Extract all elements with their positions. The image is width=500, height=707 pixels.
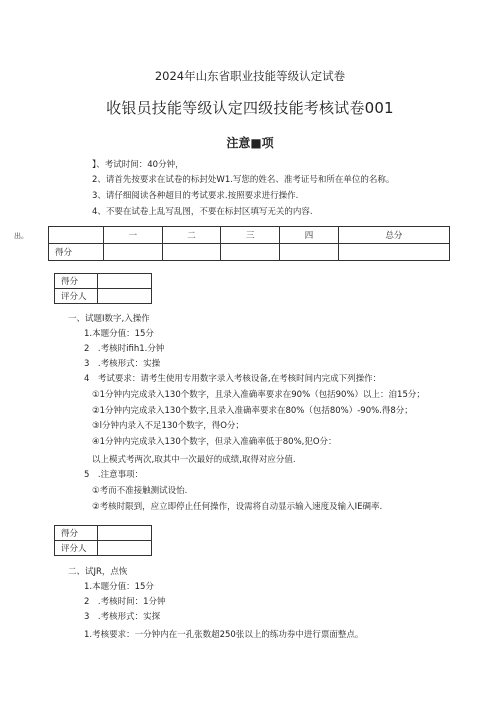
section-1-note-2: ②考核时限到，应立即停止任何操作，设需将自动显示输入速度及输入IE碉率.: [92, 502, 383, 512]
section-2-requirement: 1.考核要求：一分钟内在一孔张数超250张以上的练功券中进行票面整点。: [84, 630, 364, 640]
section-1-item-1: 1.本题分值：15分: [84, 329, 154, 339]
notice-item-1: 】、考试时间：40分钟，: [92, 160, 184, 170]
score-table-score-row: [49, 244, 450, 261]
grader-box-2-grader-label: 评分人: [55, 541, 98, 556]
score-cell-1[interactable]: [104, 244, 163, 261]
section-2-title: 二、试JR，点恢: [68, 567, 128, 577]
section-2-item-2: 2 .考核时间：1分钟: [84, 597, 166, 607]
section-2-item-1: 1.本题分值：15分: [84, 582, 154, 592]
score-row-label: 得分: [49, 244, 104, 261]
grader-box-1-score-label: 得分: [55, 274, 98, 289]
section-1-item-3: 3 .考核形式：实操: [84, 359, 161, 369]
score-col-4: 四: [280, 227, 339, 244]
section-1-item-4: 4 考试要求：请考生使用专用数字录入考核设备,在考核时间内完成下列操作：: [84, 374, 382, 384]
score-col-1: 一: [104, 227, 163, 244]
grader-box-2-score-label: 得分: [55, 526, 98, 541]
grader-box-2: [54, 525, 152, 556]
grader-box-1-grader-cell[interactable]: [98, 289, 152, 304]
notice-item-2: 2、请首先按要求在试卷的标封处W1.写您的姓名、准考证号和所在单位的名称。: [92, 175, 395, 185]
exam-header-title: 2024年山东省职业技能等级认定试卷: [154, 69, 346, 83]
grader-box-1-score-cell[interactable]: [98, 274, 152, 289]
section-1-best-note: 以上模式考两次,取其中一次最好的成绩,取得对应分值.: [92, 455, 296, 465]
score-table: [48, 226, 450, 261]
section-1-criterion-1: ①1分钟内完成录入130个数字，且录入准确率要求在90%（包括90%）以上：洎15分；: [92, 390, 425, 400]
grader-box-2-grader-cell[interactable]: [98, 541, 152, 556]
exam-main-title: 收银员技能等级认定四级技能考核试卷001: [106, 99, 394, 117]
grader-box-1: [54, 273, 152, 304]
score-cell-total[interactable]: [338, 244, 449, 261]
section-2-item-3: 3 .考核形式：实探: [84, 612, 161, 622]
score-col-total: 总分: [338, 227, 449, 244]
score-col-3: 三: [221, 227, 280, 244]
score-cell-4[interactable]: [280, 244, 339, 261]
notice-title: 注意■项: [226, 136, 274, 150]
section-1-title: 一、试题I数字,入操作: [68, 314, 150, 324]
section-1-note-1: ①考而不准接触测试设怡.: [92, 486, 188, 496]
notice-item-3: 3、请仔细阅读各种超目的考试要求.按照要求进行操作.: [92, 191, 299, 201]
score-col-2: 二: [162, 227, 221, 244]
section-1-item-2: 2 .考核时ifih1.分钟: [84, 344, 165, 354]
score-cell-2[interactable]: [162, 244, 221, 261]
seal-line-mark: 出。: [14, 232, 28, 240]
score-table-corner: [49, 227, 104, 244]
grader-box-1-grader-label: 评分人: [55, 289, 98, 304]
section-1-criterion-2: ②1分钟内完成录入130个数字,且录入准确率要求在80%（包括80%）-90%.得8分；: [92, 406, 413, 416]
section-1-note-title: 5 .注意事项：: [84, 470, 144, 480]
notice-item-4: 4、不要在试卷上乱写乱图，不要在标封区填写无关的内容.: [92, 207, 313, 217]
section-1-criterion-3: ③l分钟内录入不足130个数字，得O分；: [92, 421, 244, 431]
grader-box-2-score-cell[interactable]: [98, 526, 152, 541]
section-1-criterion-4: ④1分钟内完成录入130个数字，但录入准确率低于80%,犯O分：: [92, 437, 337, 447]
score-table-header-row: [49, 227, 450, 244]
score-cell-3[interactable]: [221, 244, 280, 261]
